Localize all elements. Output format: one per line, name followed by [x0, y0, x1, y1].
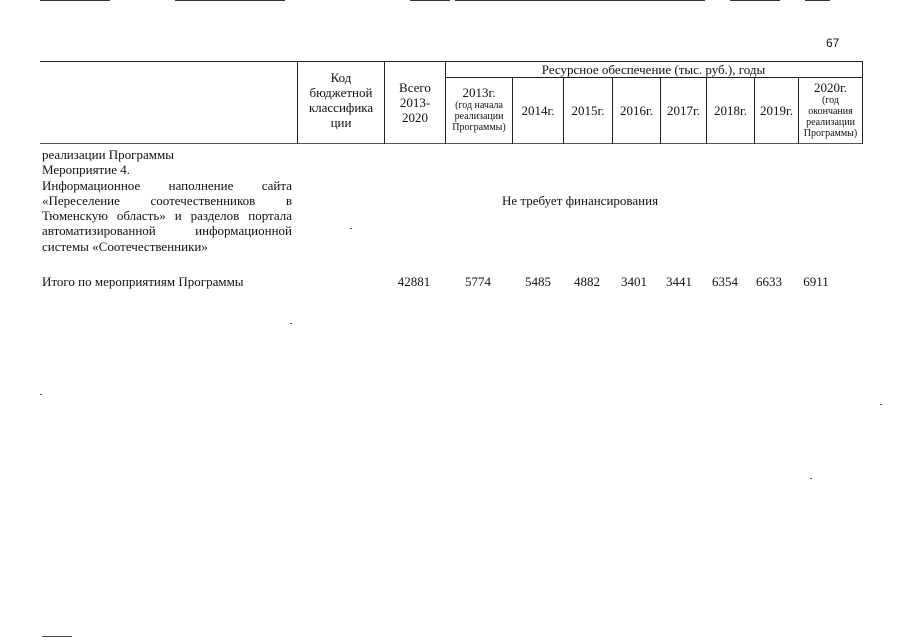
- bottom-scan-mark: [42, 636, 72, 637]
- scan-speck: [810, 478, 812, 479]
- total-value-2020: 6911: [803, 274, 829, 289]
- header-year-2014: 2014г.: [521, 103, 555, 118]
- desc-line: автоматизированной информационной: [42, 223, 292, 239]
- header-bottom-border: [40, 143, 862, 144]
- scan-speck: [880, 404, 882, 405]
- no-funding-note: Не требует финансирования: [501, 193, 659, 208]
- page-number: 67: [826, 36, 840, 50]
- header-year-2017: 2017г.: [666, 103, 701, 118]
- header-year-2015: 2015г.: [571, 103, 605, 118]
- header-resource-title: Ресурсное обеспечение (тыс. руб.), годы: [541, 62, 766, 77]
- measure-description: [42, 147, 292, 254]
- header-year-2020: 2020г. (год окончания реализации Программы): [803, 80, 858, 139]
- header-total: Всего 2013- 2020: [399, 80, 431, 125]
- header-budget-code: Код бюджетной классифика ции: [308, 70, 374, 130]
- header-year-2019: 2019г.: [759, 103, 794, 118]
- total-value-2014: 5485: [525, 274, 551, 289]
- table-right-border: [862, 61, 863, 144]
- scan-speck: [350, 228, 352, 229]
- total-value-2015: 4882: [574, 274, 600, 289]
- desc-line: системы «Соотечественники»: [42, 238, 208, 254]
- total-value-2016: 3401: [621, 274, 647, 289]
- desc-line: «Переселение соотечественников в: [42, 192, 292, 208]
- header-year-2016: 2016г.: [619, 103, 654, 118]
- scan-speck: [40, 394, 42, 395]
- desc-line: Мероприятие 4.: [42, 162, 130, 178]
- total-value-2019: 6633: [756, 274, 782, 289]
- total-value-all: 42881: [397, 274, 431, 289]
- total-row-label: Итого по мероприятиям Программы: [42, 274, 244, 289]
- desc-line: Информационное наполнение сайта: [42, 177, 292, 193]
- desc-line: Тюменскую область» и разделов портала: [42, 208, 292, 224]
- header-year-2013: 2013г. (год начала реализации Программы): [452, 85, 506, 133]
- scan-speck: [290, 323, 292, 324]
- total-value-2018: 6354: [712, 274, 738, 289]
- total-value-2013: 5774: [465, 274, 491, 289]
- total-value-2017: 3441: [666, 274, 692, 289]
- header-year-2018: 2018г.: [713, 103, 748, 118]
- desc-line: реализации Программы: [42, 147, 174, 162]
